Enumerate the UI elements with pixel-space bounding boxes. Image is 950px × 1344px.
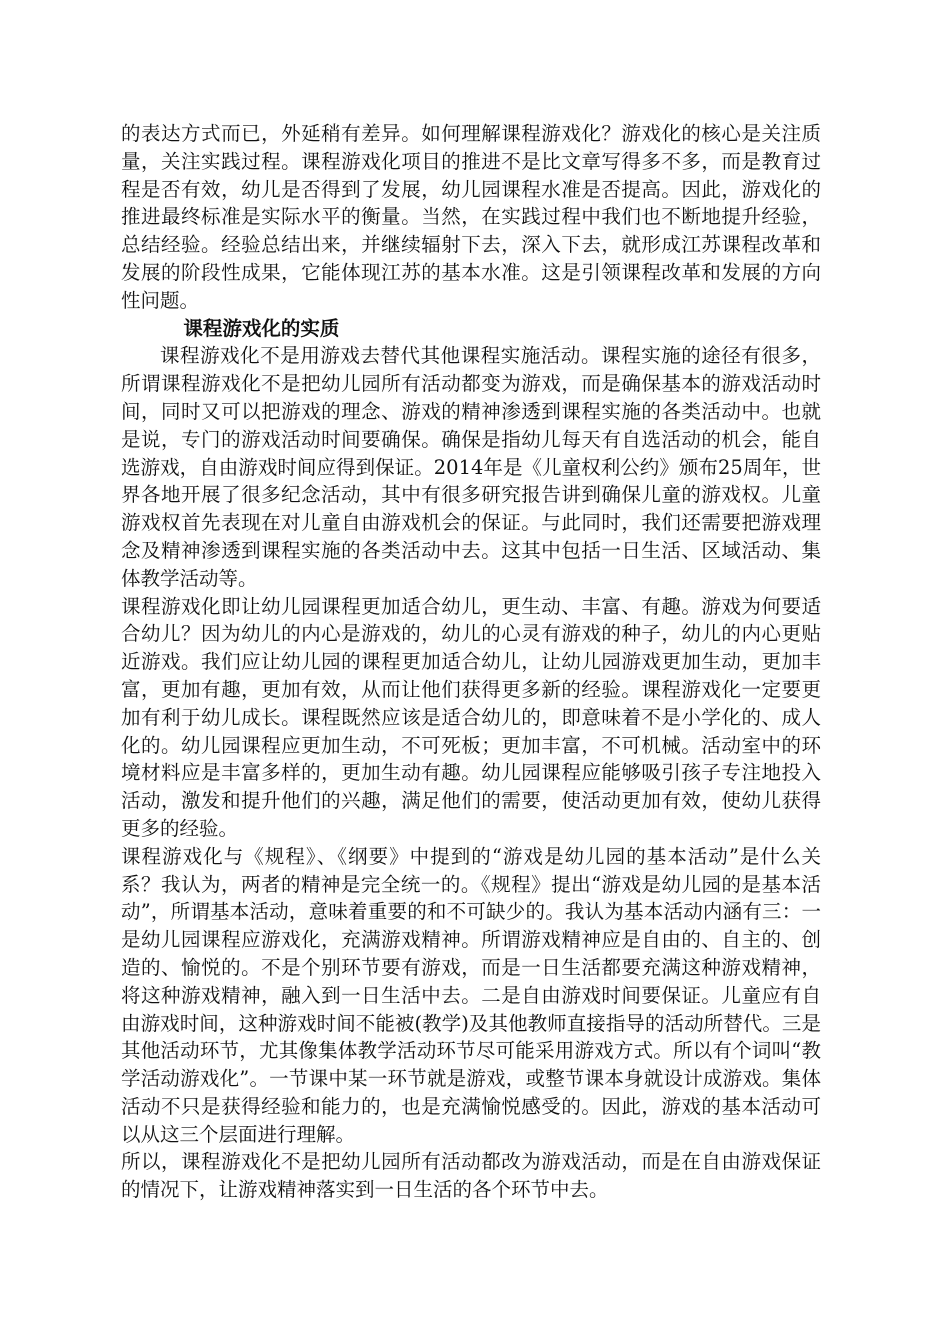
document-body [121, 120, 821, 1204]
paragraph-continuation: 的表达方式而已，外延稍有差异。如何理解课程游戏化？游戏化的核心是关注质量，关注实践过程。课程游戏化项目的推进不是比文章写得多不多，而是教育过程是否有效，幼儿是否得到了发展，幼儿园课程水准是否提高。因此，游戏化的推进最终标准是实际水平的衡量。当然，在实践过程中我们也不断地提升经验，总结经验。经验总结出来，并继续辐射下去，深入下去，就形成江苏课程改革和发展的阶段性成果，它能体现江苏的基本水准。这是引领课程改革和发展的方向性问题。 [121, 122, 821, 312]
paragraph: 所以，课程游戏化不是把幼儿园所有活动都改为游戏活动，而是在自由游戏保证的情况下，让游戏精神落实到一日生活的各个环节中去。 [121, 1150, 821, 1202]
paragraph: 课程游戏化与《规程》、《纲要》中提到的“游戏是幼儿园的基本活动”是什么关系？我认为，两者的精神是完全统一的。《规程》提出“游戏是幼儿园的是基本活动”，所谓基本活动，意味着重要的和不可缺少的。我认为基本活动内涵有三：一是幼儿园课程应游戏化，充满游戏精神。所谓游戏精神应是自由的、自主的、创造的、愉悦的。不是个别环节要有游戏，而是一日生活都要充满这种游戏精神，将这种游戏精神，融入到一日生活中去。二是自由游戏时间要保证。儿童应有自由游戏时间，这种游戏时间不能被(教学)及其他教师直接指导的活动所替代。三是其他活动环节，尤其像集体教学活动环节尽可能采用游戏方式。所以有个词叫“教学活动游戏化”。一节课中某一环节就是游戏，或整节课本身就设计成游戏。集体活动不只是获得经验和能力的，也是充满愉悦感受的。因此，游戏的基本活动可以从这三个层面进行理解。 [121, 844, 821, 1146]
section-heading: 课程游戏化的实质 [183, 316, 340, 340]
paragraph: 课程游戏化即让幼儿园课程更加适合幼儿，更生动、丰富、有趣。游戏为何要适合幼儿？因为幼儿的内心是游戏的，幼儿的心灵有游戏的种子，幼儿的内心更贴近游戏。我们应让幼儿园的课程更加适合幼儿，让幼儿园游戏更加生动，更加丰富，更加有趣，更加有效，从而让他们获得更多新的经验。课程游戏化一定要更加有利于幼儿成长。课程既然应该是适合幼儿的，即意味着不是小学化的、成人化的。幼儿园课程应更加生动，不可死板；更加丰富，不可机械。活动室中的环境材料应是丰富多样的，更加生动有趣。幼儿园课程应能够吸引孩子专注地投入活动，激发和提升他们的兴趣，满足他们的需要，使活动更加有效，使幼儿获得更多的经验。 [121, 594, 821, 840]
paragraph: 课程游戏化不是用游戏去替代其他课程实施活动。课程实施的途径有很多，所谓课程游戏化不是把幼儿园所有活动都变为游戏，而是确保基本的游戏活动时间，同时又可以把游戏的理念、游戏的精神渗透到课程实施的各类活动中。也就是说，专门的游戏活动时间要确保。确保是指幼儿每天有自选活动的机会，能自选游戏，自由游戏时间应得到保证。2014年是《儿童权利公约》颁布25周年，世界各地开展了很多纪念活动，其中有很多研究报告讲到确保儿童的游戏权。儿童游戏权首先表现在对儿童自由游戏机会的保证。与此同时，我们还需要把游戏理念及精神渗透到课程实施的各类活动中去。这其中包括一日生活、区域活动、集体教学活动等。 [121, 344, 821, 590]
